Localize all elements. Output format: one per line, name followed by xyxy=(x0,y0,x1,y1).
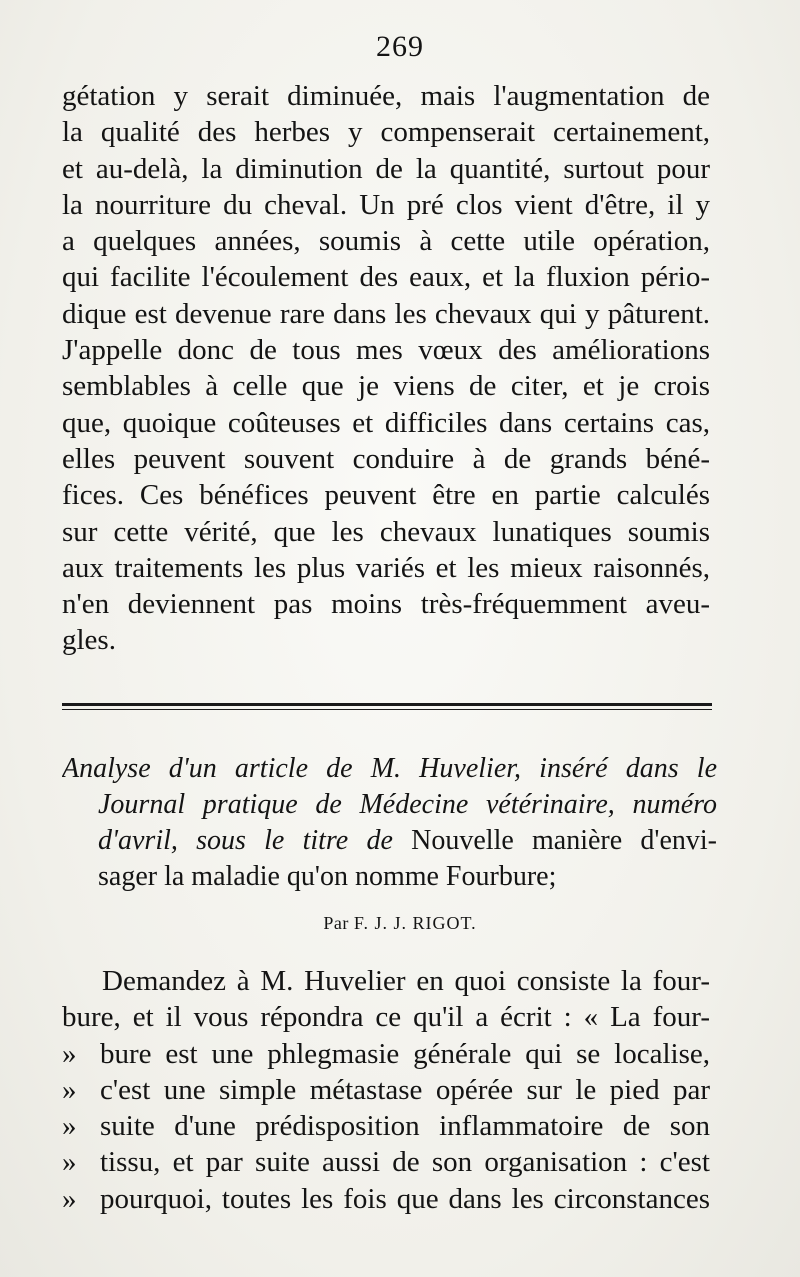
text-line: et au-delà, la diminution de la quantité, surtout pour xyxy=(62,152,710,185)
text-line: aux traitements les plus variés et les mieux raisonnés, xyxy=(62,551,710,584)
heading-roman-part: Nouvelle manière d'envi- xyxy=(411,825,717,856)
heading-line: Journal pratique de Médecine vétérinaire, numéro xyxy=(98,789,717,820)
text-line: elles peuvent souvent conduire à de grands béné- xyxy=(62,442,710,475)
quote-mark: » xyxy=(62,1110,77,1143)
text-line: dique est devenue rare dans les chevaux qui y pâturent. xyxy=(62,297,710,330)
heading-italic-part: d'avril, sous le titre de xyxy=(98,825,393,856)
quoted-text: tissu, et par suite aussi de son organisation : c'est xyxy=(100,1146,710,1179)
text-line: bure, et il vous répondra ce qu'il a écrit : « La four- xyxy=(62,1001,710,1034)
quoted-line xyxy=(62,1108,710,1144)
byline-author: F. J. J. RIGOT. xyxy=(353,913,477,933)
quoted-text: bure est une phlegmasie générale qui se localise, xyxy=(100,1037,710,1070)
text-line: Demandez à M. Huvelier en quoi consiste la four- xyxy=(102,965,710,997)
text-line: la nourriture du cheval. Un pré clos vient d'être, il y xyxy=(62,188,710,221)
section-divider-thick xyxy=(62,703,712,706)
heading-line: Analyse d'un article de M. Huvelier, inséré dans le xyxy=(62,753,717,784)
quote-mark: » xyxy=(62,1037,77,1070)
byline-prefix: Par xyxy=(323,913,349,933)
text-line: semblables à celle que je viens de citer, et je crois xyxy=(62,370,710,403)
quote-mark: » xyxy=(62,1182,77,1215)
text-line: a quelques années, soumis à cette utile opération, xyxy=(62,225,710,258)
page-number: 269 xyxy=(376,30,424,63)
text-line: sur cette vérité, que les chevaux lunatiques soumis xyxy=(62,515,710,548)
quoted-line xyxy=(62,1181,710,1217)
quoted-text: c'est une simple métastase opérée sur le pied par xyxy=(100,1073,710,1106)
quote-mark: » xyxy=(62,1073,77,1106)
text-line: J'appelle donc de tous mes vœux des améliorations xyxy=(62,334,710,367)
quote-mark: » xyxy=(62,1146,77,1179)
text-line: que, quoique coûteuses et difficiles dans certains cas, xyxy=(62,406,710,439)
author-byline xyxy=(0,913,800,934)
quoted-line xyxy=(62,1072,710,1108)
text-line: qui facilite l'écoulement des eaux, et la fluxion pério- xyxy=(62,261,710,294)
article-heading xyxy=(62,751,717,895)
paragraph-continuation xyxy=(62,78,710,659)
heading-line xyxy=(62,823,717,859)
paragraph-article xyxy=(62,963,710,1217)
quoted-text: pourquoi, toutes les fois que dans les circonstances xyxy=(100,1182,710,1215)
quoted-text: suite d'une prédisposition inflammatoire de son xyxy=(100,1110,710,1143)
text-line: la qualité des herbes y compenserait certainement, xyxy=(62,116,710,149)
quoted-line xyxy=(62,1036,710,1072)
quoted-line xyxy=(62,1144,710,1180)
heading-line: sager la maladie qu'on nomme Fourbure; xyxy=(98,861,557,892)
text-line: fices. Ces bénéfices peuvent être en partie calculés xyxy=(62,479,710,512)
text-line: n'en deviennent pas moins très-fréquemment aveu- xyxy=(62,588,710,621)
text-line: gétation y serait diminuée, mais l'augmentation de xyxy=(62,80,710,112)
text-line: gles. xyxy=(62,624,116,657)
section-divider-thin xyxy=(62,709,712,710)
